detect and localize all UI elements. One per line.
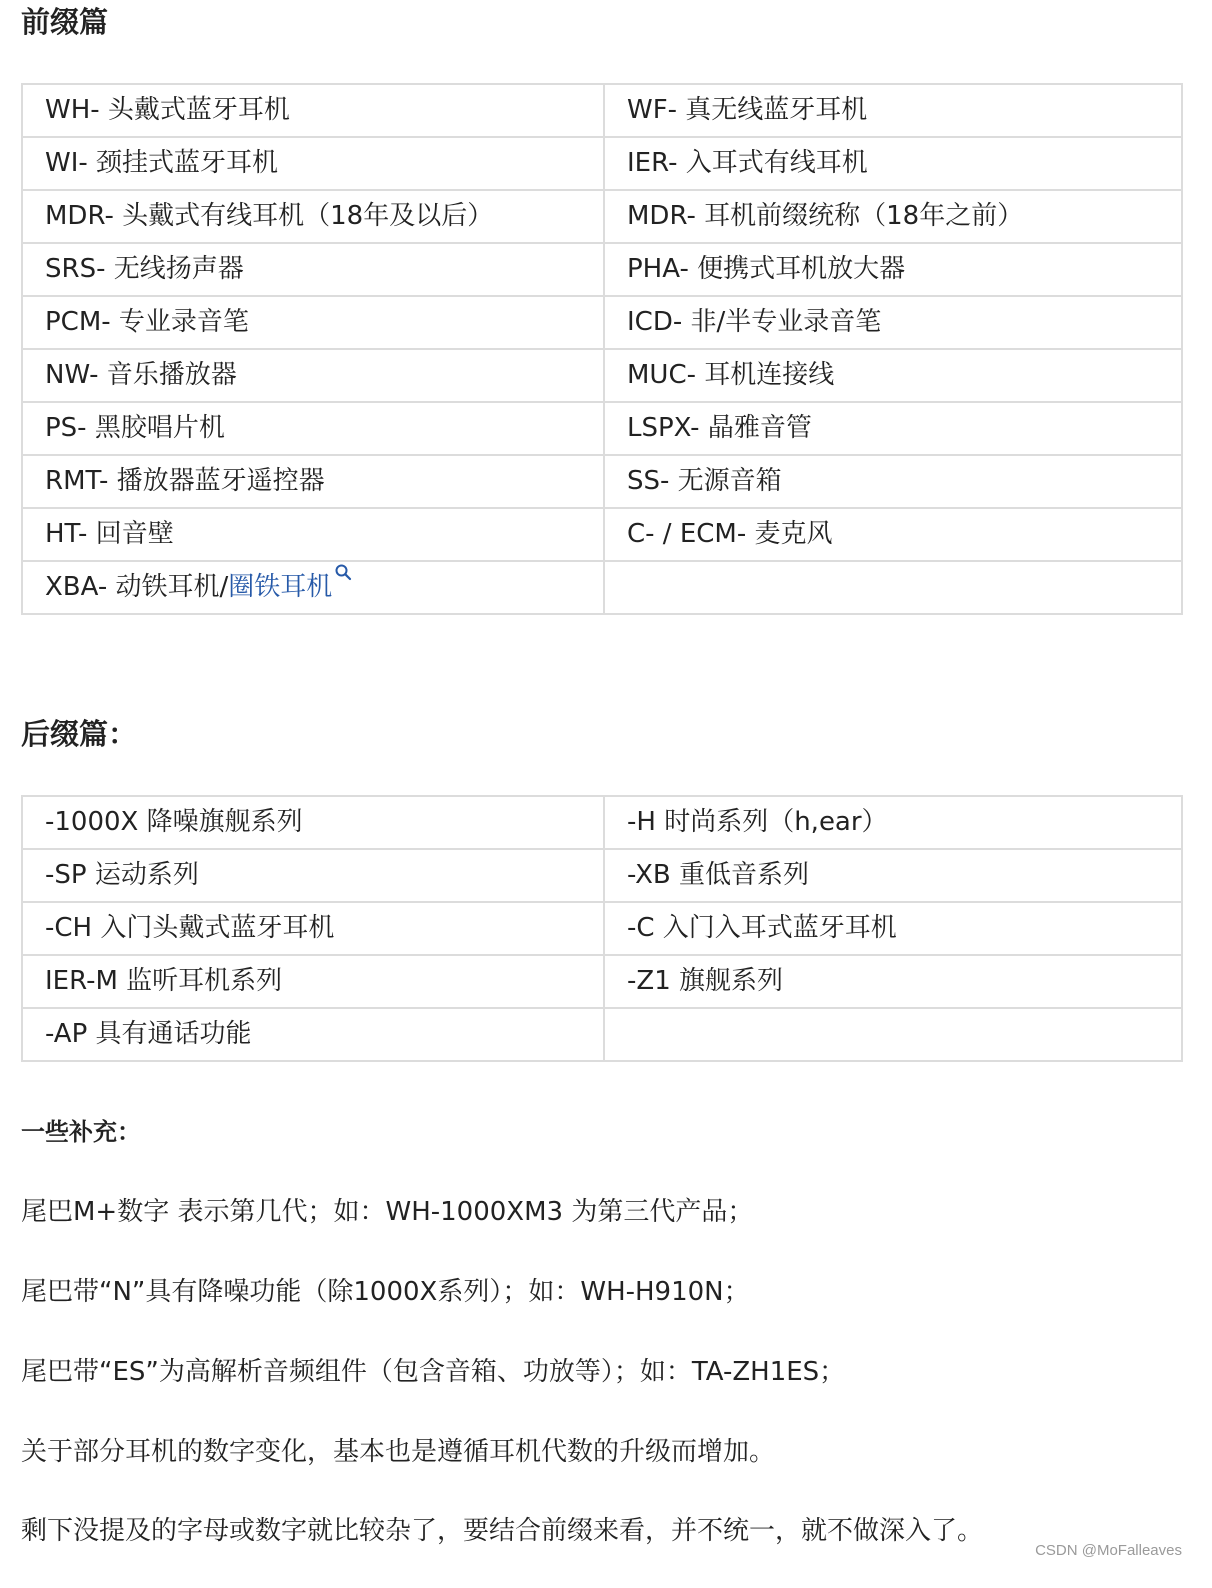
- table-cell: -1000X 降噪旗舰系列: [22, 796, 604, 849]
- supplement-paragraph: 尾巴带“N”具有降噪功能（除1000X系列）；如：WH-H910N；: [21, 1277, 750, 1307]
- table-cell: WF- 真无线蓝牙耳机: [604, 84, 1182, 137]
- table-cell: C- / ECM- 麦克风: [604, 508, 1182, 561]
- table-row: [22, 508, 1182, 561]
- table-cell: ICD- 非/半专业录音笔: [604, 296, 1182, 349]
- table-row: [22, 849, 1182, 902]
- suffix-table: [21, 795, 1183, 1062]
- table-row: [22, 796, 1182, 849]
- table-row: [22, 137, 1182, 190]
- table-row: [22, 84, 1182, 137]
- supplement-paragraph: 剩下没提及的字母或数字就比较杂了，要结合前缀来看，并不统一，就不做深入了。: [21, 1516, 984, 1546]
- table-cell: PHA- 便携式耳机放大器: [604, 243, 1182, 296]
- table-row: [22, 455, 1182, 508]
- table-row: [22, 190, 1182, 243]
- table-cell: -CH 入门头戴式蓝牙耳机: [22, 902, 604, 955]
- table-cell: -H 时尚系列（h,ear）: [604, 796, 1182, 849]
- table-row: [22, 955, 1182, 1008]
- table-cell: -XB 重低音系列: [604, 849, 1182, 902]
- keyword-link[interactable]: 圈铁耳机: [228, 572, 333, 602]
- table-cell: NW- 音乐播放器: [22, 349, 604, 402]
- table-row: [22, 349, 1182, 402]
- cell-text: XBA- 动铁耳机/: [45, 572, 229, 602]
- table-row: [22, 296, 1182, 349]
- supplement-title: 一些补充：: [21, 1118, 141, 1146]
- supplement-paragraph: 关于部分耳机的数字变化，基本也是遵循耳机代数的升级而增加。: [21, 1437, 776, 1467]
- table-cell: RMT- 播放器蓝牙遥控器: [22, 455, 604, 508]
- prefix-table: [21, 83, 1183, 615]
- table-cell: -C 入门入耳式蓝牙耳机: [604, 902, 1182, 955]
- table-cell: WI- 颈挂式蓝牙耳机: [22, 137, 604, 190]
- table-cell: -Z1 旗舰系列: [604, 955, 1182, 1008]
- table-row: [22, 1008, 1182, 1061]
- table-cell: MDR- 耳机前缀统称（18年之前）: [604, 190, 1182, 243]
- table-cell: IER-M 监听耳机系列: [22, 955, 604, 1008]
- table-cell: SS- 无源音箱: [604, 455, 1182, 508]
- table-cell: PS- 黑胶唱片机: [22, 402, 604, 455]
- table-cell: SRS- 无线扬声器: [22, 243, 604, 296]
- table-cell: MDR- 头戴式有线耳机（18年及以后）: [22, 190, 604, 243]
- table-cell: -AP 具有通话功能: [22, 1008, 604, 1061]
- table-cell: WH- 头戴式蓝牙耳机: [22, 84, 604, 137]
- suffix-section-title: 后缀篇：: [21, 717, 138, 751]
- table-row: [22, 561, 1182, 614]
- watermark: CSDN @MoFalleaves: [1035, 1542, 1182, 1559]
- table-cell: IER- 入耳式有线耳机: [604, 137, 1182, 190]
- supplement-paragraph: 尾巴M+数字 表示第几代；如：WH-1000XM3 为第三代产品；: [21, 1197, 754, 1227]
- table-cell: [22, 561, 604, 614]
- table-cell: MUC- 耳机连接线: [604, 349, 1182, 402]
- table-cell: LSPX- 晶雅音管: [604, 402, 1182, 455]
- table-cell: PCM- 专业录音笔: [22, 296, 604, 349]
- table-cell: [604, 1008, 1182, 1061]
- prefix-section-title: 前缀篇: [21, 5, 109, 39]
- table-cell: HT- 回音壁: [22, 508, 604, 561]
- search-icon[interactable]: [334, 563, 352, 581]
- table-row: [22, 402, 1182, 455]
- table-row: [22, 243, 1182, 296]
- table-cell: [604, 561, 1182, 614]
- supplement-paragraph: 尾巴带“ES”为高解析音频组件（包含音箱、功放等）；如：TA-ZH1ES；: [21, 1357, 846, 1387]
- table-row: [22, 902, 1182, 955]
- table-cell: -SP 运动系列: [22, 849, 604, 902]
